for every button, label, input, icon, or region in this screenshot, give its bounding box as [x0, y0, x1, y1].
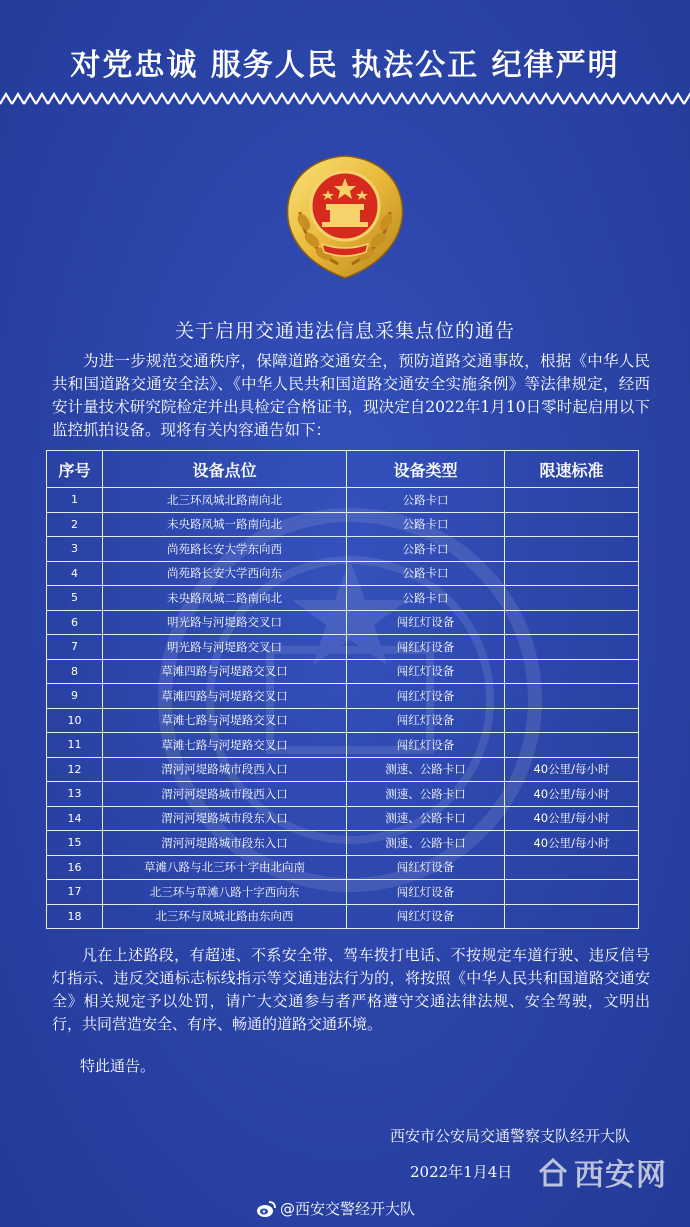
cell-no: 2 [47, 512, 103, 537]
cell-no: 14 [47, 806, 103, 831]
cell-no: 9 [47, 684, 103, 709]
cell-location: 草滩八路与北三环十字由北向南 [103, 855, 347, 880]
table-row [47, 708, 639, 733]
cell-limit [505, 537, 639, 562]
cell-no: 17 [47, 880, 103, 905]
cell-no: 7 [47, 635, 103, 660]
cell-type: 公路卡口 [347, 488, 505, 513]
table-row [47, 855, 639, 880]
cell-type: 公路卡口 [347, 561, 505, 586]
cell-location: 尚苑路长安大学西向东 [103, 561, 347, 586]
cell-no: 6 [47, 610, 103, 635]
cell-limit: 40公里/每小时 [505, 757, 639, 782]
cell-limit [505, 488, 639, 513]
cell-type: 公路卡口 [347, 512, 505, 537]
cell-location: 北三环与凤城北路由东向西 [103, 904, 347, 929]
cell-limit [505, 733, 639, 758]
cell-limit [505, 635, 639, 660]
table-row [47, 757, 639, 782]
table-row [47, 880, 639, 905]
cell-type: 测速、公路卡口 [347, 806, 505, 831]
cell-limit: 40公里/每小时 [505, 831, 639, 856]
cell-location: 尚苑路长安大学东向西 [103, 537, 347, 562]
cell-type: 闯红灯设备 [347, 635, 505, 660]
weibo-icon [256, 1200, 276, 1218]
cell-no: 16 [47, 855, 103, 880]
cell-location: 渭河河堤路城市段西入口 [103, 782, 347, 807]
table-row [47, 904, 639, 929]
table-row [47, 561, 639, 586]
table-row [47, 733, 639, 758]
notice-intro: 为进一步规范交通秩序，保障道路交通安全，预防道路交通事故，根据《中华人民共和国道路交通安全法》、《中华人民共和国道路交通安全实施条例》等法律规定，经西安计量技术研究院检定并出具检定合格证书，现决定自2022年1月10日零时起启用以下监控抓拍设备。现将有关内容通告如下： [52, 352, 650, 439]
house-logo-icon [536, 1155, 570, 1189]
notice-closing: 凡在上述路段，有超速、不系安全带、驾车拨打电话、不按规定车道行驶、违反信号灯指示、违反交通标志标线指示等交通违法行为的，将按照《中华人民共和国道路交通安全》相关规定予以处罚，请广大交通参与者严格遵守交通法律法规、安全驾驶，文明出行，共同营造安全、有序、畅通的道路交通环境。 [52, 946, 650, 1033]
header-location: 设备点位 [103, 451, 347, 488]
cell-limit [505, 855, 639, 880]
cell-no: 3 [47, 537, 103, 562]
cell-limit [505, 684, 639, 709]
table-row [47, 537, 639, 562]
cell-location: 未央路凤城二路南向北 [103, 586, 347, 611]
cell-no: 8 [47, 659, 103, 684]
cell-limit: 40公里/每小时 [505, 806, 639, 831]
cell-limit [505, 586, 639, 611]
header-no: 序号 [47, 451, 103, 488]
table-row [47, 635, 639, 660]
cell-no: 5 [47, 586, 103, 611]
site-watermark-text: 西安网 [574, 1158, 667, 1193]
table-row [47, 610, 639, 635]
cell-location: 草滩七路与河堤路交叉口 [103, 708, 347, 733]
cell-type: 闯红灯设备 [347, 708, 505, 733]
notice-title: 关于启用交通违法信息采集点位的通告 [174, 320, 515, 342]
cell-type: 闯红灯设备 [347, 610, 505, 635]
slogan-banner: 对党忠诚 服务人民 执法公正 纪律严明 [70, 48, 620, 83]
cell-limit [505, 610, 639, 635]
cell-location: 草滩四路与河堤路交叉口 [103, 659, 347, 684]
table-row [47, 782, 639, 807]
table-row [47, 586, 639, 611]
header-type: 设备类型 [347, 451, 505, 488]
cell-location: 渭河河堤路城市段东入口 [103, 831, 347, 856]
cell-type: 公路卡口 [347, 537, 505, 562]
table-row [47, 684, 639, 709]
header-limit: 限速标准 [505, 451, 639, 488]
cell-limit [505, 561, 639, 586]
cell-limit [505, 880, 639, 905]
device-table [46, 450, 639, 929]
cell-location: 草滩七路与河堤路交叉口 [103, 733, 347, 758]
cell-no: 13 [47, 782, 103, 807]
site-watermark [536, 1150, 667, 1194]
cell-location: 北三环与草滩八路十字西向东 [103, 880, 347, 905]
cell-limit [505, 512, 639, 537]
cell-location: 草滩四路与河堤路交叉口 [103, 684, 347, 709]
cell-location: 北三环凤城北路南向北 [103, 488, 347, 513]
cell-type: 闯红灯设备 [347, 855, 505, 880]
cell-type: 闯红灯设备 [347, 733, 505, 758]
weibo-handle[interactable] [256, 1198, 415, 1219]
cell-type: 测速、公路卡口 [347, 831, 505, 856]
cell-location: 渭河河堤路城市段西入口 [103, 757, 347, 782]
cell-limit [505, 659, 639, 684]
police-emblem-icon [282, 152, 408, 282]
cell-type: 闯红灯设备 [347, 904, 505, 929]
cell-no: 15 [47, 831, 103, 856]
table-row [47, 659, 639, 684]
cell-no: 4 [47, 561, 103, 586]
cell-type: 测速、公路卡口 [347, 757, 505, 782]
cell-type: 闯红灯设备 [347, 684, 505, 709]
cell-limit [505, 904, 639, 929]
cell-no: 11 [47, 733, 103, 758]
cell-location: 未央路凤城一路南向北 [103, 512, 347, 537]
cell-no: 18 [47, 904, 103, 929]
signature-org: 西安市公安局交通警察支队经开大队 [389, 1127, 630, 1145]
cell-type: 测速、公路卡口 [347, 782, 505, 807]
cell-type: 闯红灯设备 [347, 659, 505, 684]
cell-type: 公路卡口 [347, 586, 505, 611]
cell-no: 1 [47, 488, 103, 513]
table-header-row [47, 451, 639, 488]
table-row [47, 512, 639, 537]
signature-date: 2022年1月4日 [410, 1163, 513, 1181]
cell-limit [505, 708, 639, 733]
cell-no: 12 [47, 757, 103, 782]
table-row [47, 488, 639, 513]
cell-location: 明光路与河堤路交叉口 [103, 610, 347, 635]
decorative-divider [0, 92, 690, 106]
cell-limit: 40公里/每小时 [505, 782, 639, 807]
table-row [47, 806, 639, 831]
cell-no: 10 [47, 708, 103, 733]
cell-location: 明光路与河堤路交叉口 [103, 635, 347, 660]
table-row [47, 831, 639, 856]
weibo-handle-text: @西安交警经开大队 [280, 1200, 416, 1218]
cell-location: 渭河河堤路城市段东入口 [103, 806, 347, 831]
cell-type: 闯红灯设备 [347, 880, 505, 905]
notice-special: 特此通告。 [80, 1057, 156, 1075]
